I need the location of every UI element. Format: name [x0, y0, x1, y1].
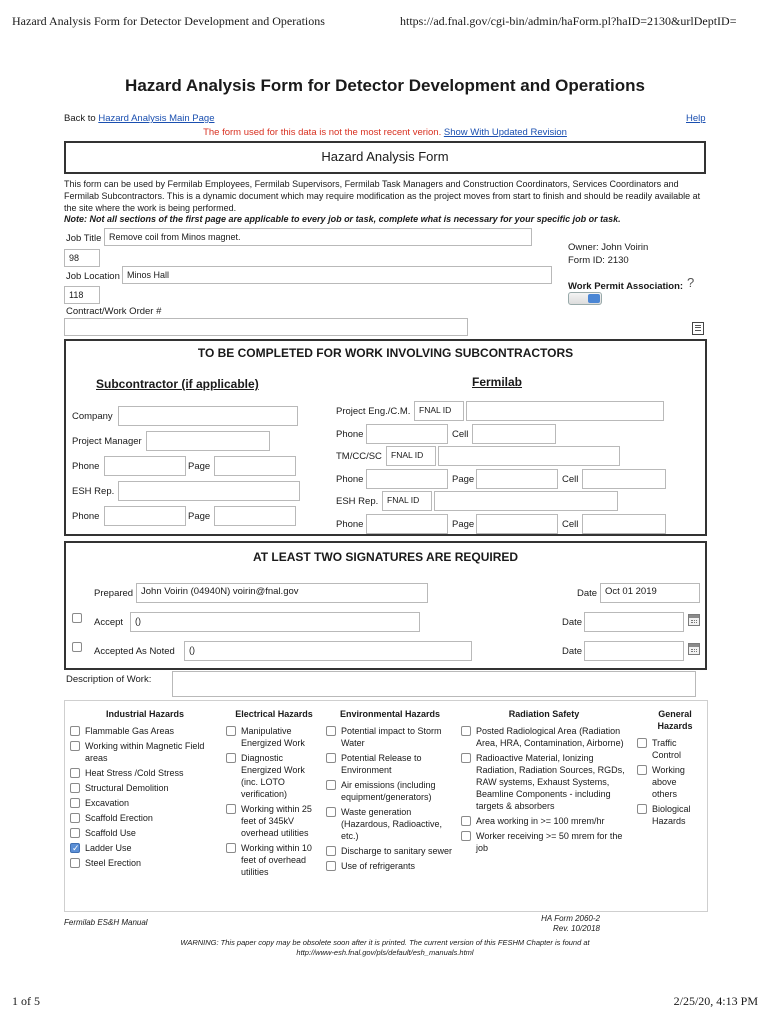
accepted-noted-calendar-icon[interactable] [688, 643, 700, 655]
tm-page-label: Page [452, 474, 475, 485]
sub-esh-rep-field[interactable] [118, 481, 300, 501]
general-list [637, 737, 703, 827]
job-title-number-field[interactable]: 98 [64, 249, 100, 267]
project-eng-fnal-id-field[interactable]: FNAL ID [414, 401, 464, 421]
hazard-item[interactable] [70, 782, 220, 794]
footer-manual: Fermilab ES&H Manual [64, 918, 148, 927]
hazard-checkbox[interactable] [70, 783, 80, 793]
footer-warning: WARNING: This paper copy may be obsolete soon after it is printed. The current version of this FESHM Chapter is found at [180, 938, 590, 947]
intro-text: This form can be used by Fermilab Employees, Fermilab Supervisors, Fermilab Task Managers and Construction Coordinators, Services Coordinators and Fermilab Subcontractors. This is a dynamic document which may require modification as the project moves from start to finish and should be readily available at the site where the work is being performed. [64, 179, 701, 213]
hazard-label: Air emissions (including equipment/generators) [341, 780, 436, 802]
footer-warning-url: http://www-esh.fnal.gov/pls/default/esh_manuals.html [296, 948, 474, 957]
hazard-label: Discharge to sanitary sewer [341, 846, 453, 856]
intro-note: Note: Not all sections of the first page are applicable to every job or task, complete what is necessary for your specific job or task. [64, 214, 621, 224]
accepted-noted-date-label: Date [562, 646, 583, 657]
hazard-checkbox[interactable] [70, 828, 80, 838]
back-prefix: Back to [64, 113, 96, 124]
hazard-item[interactable] [461, 725, 627, 749]
accept-calendar-icon[interactable] [688, 614, 700, 626]
hazard-checkbox[interactable] [226, 843, 236, 853]
hazard-item[interactable] [326, 725, 454, 749]
hazard-label: Working within 25 feet of 345kV overhead utilities [241, 804, 312, 838]
page-number: 1 of 5 [12, 994, 40, 1008]
project-eng-phone-label: Phone [336, 429, 364, 440]
sub-esh-page-label: Page [188, 511, 211, 522]
hazard-label: Use of refrigerants [341, 861, 416, 871]
hazard-checkbox[interactable] [637, 738, 647, 748]
hazard-item[interactable] [70, 740, 220, 764]
project-manager-field[interactable] [146, 431, 270, 451]
hazard-item[interactable] [637, 803, 703, 827]
accepted-noted-field[interactable]: () [184, 641, 472, 661]
accept-label: Accept [94, 617, 124, 628]
tm-cell-label: Cell [562, 474, 579, 485]
sub-esh-page-field[interactable] [214, 506, 296, 526]
fermi-esh-phone-label: Phone [336, 519, 364, 530]
job-location-label: Job Location [66, 271, 120, 282]
owner-text: Owner: John Voirin [568, 242, 649, 253]
hazard-checkbox[interactable] [70, 726, 80, 736]
hazard-item[interactable] [70, 812, 220, 824]
hazard-label: Flammable Gas Areas [85, 726, 175, 736]
sub-esh-rep-label: ESH Rep. [72, 486, 115, 497]
hazard-checkbox[interactable] [326, 780, 336, 790]
signatures-heading: AT LEAST TWO SIGNATURES ARE REQUIRED [252, 550, 519, 564]
prepared-date-field[interactable]: Oct 01 2019 [600, 583, 700, 603]
hazard-item[interactable] [70, 857, 220, 869]
document-icon[interactable] [692, 322, 704, 335]
project-eng-cell-label: Cell [452, 429, 469, 440]
hazard-item[interactable] [326, 860, 454, 872]
work-permit-label: Work Permit Association: [568, 281, 684, 292]
fermi-esh-fnal-id-field[interactable]: FNAL ID [382, 491, 432, 511]
project-eng-phone-field[interactable] [366, 424, 448, 444]
company-field[interactable] [118, 406, 298, 426]
radiation-list [461, 725, 627, 854]
electrical-hazards-title: Electrical Hazards [235, 709, 313, 719]
job-title-field[interactable]: Remove coil from Minos magnet. [104, 228, 532, 246]
job-title-label: Job Title [66, 233, 102, 244]
tm-cell-field[interactable] [582, 469, 666, 489]
hazard-checkbox[interactable] [70, 798, 80, 808]
accepted-noted-checkbox[interactable] [72, 642, 82, 652]
hazard-checkbox[interactable] [326, 861, 336, 871]
toggle-knob [588, 294, 600, 303]
accept-date-label: Date [562, 617, 583, 628]
hazard-item[interactable] [70, 842, 220, 854]
hazard-checkbox[interactable] [637, 765, 647, 775]
hazard-checkbox[interactable] [461, 726, 471, 736]
tm-label: TM/CC/SC [336, 451, 382, 462]
fermi-esh-cell-field[interactable] [582, 514, 666, 534]
general-hazards-title: General Hazards [657, 709, 693, 731]
accepted-noted-label: Accepted As Noted [94, 646, 175, 657]
hazard-item[interactable] [461, 815, 627, 827]
contract-field[interactable] [64, 318, 468, 336]
hazard-checkbox[interactable] [70, 813, 80, 823]
sub-esh-phone-field[interactable] [104, 506, 186, 526]
hazard-label: Structural Demolition [85, 783, 169, 793]
footer-form-number: HA Form 2060-2 [541, 914, 600, 923]
revision-notice-text: The form used for this data is not the most recent verion. [203, 127, 442, 138]
description-field[interactable] [172, 671, 696, 697]
company-label: Company [72, 411, 113, 422]
hazard-checkbox[interactable] [461, 816, 471, 826]
accepted-noted-date-field[interactable] [584, 641, 684, 661]
subcontractor-heading: TO BE COMPLETED FOR WORK INVOLVING SUBCONTRACTORS [197, 346, 574, 360]
form-heading-box [64, 141, 706, 174]
hazard-label: Heat Stress /Cold Stress [85, 768, 184, 778]
industrial-list [70, 725, 220, 869]
print-header-url: https://ad.fnal.gov/cgi-bin/admin/haForm.pl?haID=2130&urlDeptID= [400, 14, 737, 28]
back-nav [64, 113, 215, 124]
hazard-item[interactable] [226, 725, 322, 749]
sub-phone-label: Phone [72, 461, 100, 472]
hazard-label: Working within 10 feet of overhead utilities [241, 843, 312, 877]
sub-esh-phone-label: Phone [72, 511, 100, 522]
hazard-checkbox[interactable] [461, 753, 471, 763]
fermilab-title: Fermilab [472, 375, 523, 389]
work-permit-toggle[interactable] [568, 292, 602, 305]
hazard-checkbox[interactable] [70, 843, 80, 853]
hazard-label: Manipulative Energized Work [241, 726, 305, 748]
environmental-hazards-column [326, 708, 454, 875]
prepared-label: Prepared [94, 588, 134, 599]
hazard-checkbox[interactable] [326, 753, 336, 763]
sub-page-field[interactable] [214, 456, 296, 476]
hazard-label: Potential impact to Storm Water [341, 726, 442, 748]
environmental-list [326, 725, 454, 872]
fermi-esh-page-label: Page [452, 519, 475, 530]
industrial-hazards-title: Industrial Hazards [105, 709, 185, 719]
electrical-list [226, 725, 322, 878]
hazard-label: Scaffold Use [85, 828, 136, 838]
hazard-label: Potential Release to Environment [341, 753, 422, 775]
hazard-checkbox[interactable] [461, 831, 471, 841]
tm-phone-field[interactable] [366, 469, 448, 489]
hazard-item[interactable] [326, 806, 454, 842]
general-hazards-column [637, 708, 703, 830]
fermi-esh-cell-label: Cell [562, 519, 579, 530]
hazard-checkbox[interactable] [226, 804, 236, 814]
form-id-text: Form ID: 2130 [568, 255, 629, 266]
form-heading: Hazard Analysis Form [321, 149, 449, 164]
hazard-item[interactable] [70, 797, 220, 809]
hazard-item[interactable] [226, 803, 322, 839]
hazard-checkbox[interactable] [326, 807, 336, 817]
revision-notice [0, 127, 770, 138]
help-link[interactable]: Help [686, 113, 706, 124]
job-location-field[interactable]: Minos Hall [122, 266, 552, 284]
hazard-label: Waste generation (Hazardous, Radioactive, etc.) [341, 807, 443, 841]
hazard-item[interactable] [226, 752, 322, 800]
hazard-item[interactable] [461, 830, 627, 854]
hazard-item[interactable] [326, 845, 454, 857]
hazard-label: Steel Erection [85, 858, 142, 868]
fermi-esh-rep-label: ESH Rep. [336, 496, 379, 507]
hazard-label: Area working in >= 100 mrem/hr [476, 816, 605, 826]
tm-fnal-id-field[interactable]: FNAL ID [386, 446, 436, 466]
hazard-label: Working above others [652, 765, 685, 799]
sub-page-label: Page [188, 461, 211, 472]
industrial-hazards-column [70, 708, 220, 872]
hazard-checkbox[interactable] [226, 726, 236, 736]
print-header-title: Hazard Analysis Form for Detector Development and Operations [12, 14, 325, 28]
hazard-label: Working within Magnetic Field areas [85, 741, 205, 763]
hazard-item[interactable] [70, 767, 220, 779]
tm-phone-label: Phone [336, 474, 364, 485]
project-eng-name-field[interactable] [466, 401, 664, 421]
hazard-label: Traffic Control [652, 738, 682, 760]
radiation-safety-title: Radiation Safety [508, 709, 580, 719]
accept-field[interactable]: () [130, 612, 420, 632]
hazard-label: Scaffold Erection [85, 813, 153, 823]
hazard-item[interactable] [637, 737, 703, 761]
project-eng-cell-field[interactable] [472, 424, 556, 444]
hazard-checkbox[interactable] [326, 846, 336, 856]
hazard-label: Posted Radiological Area (Radiation Area, HRA, Contamination, Airborne) [476, 726, 624, 748]
hazard-checkbox[interactable] [326, 726, 336, 736]
project-manager-label: Project Manager [72, 436, 142, 447]
footer-revision: Rev. 10/2018 [553, 924, 600, 933]
hazard-item[interactable] [70, 827, 220, 839]
hazard-label: Diagnostic Energized Work (inc. LOTO verification) [241, 753, 305, 799]
hazard-item[interactable] [70, 725, 220, 737]
hazard-label: Biological Hazards [652, 804, 691, 826]
hazard-item[interactable] [461, 752, 627, 812]
help-icon[interactable]: ? [687, 275, 695, 290]
environmental-hazards-title: Environmental Hazards [339, 709, 441, 719]
fermi-esh-page-field[interactable] [476, 514, 558, 534]
fermi-esh-phone-field[interactable] [366, 514, 448, 534]
sub-phone-field[interactable] [104, 456, 186, 476]
hazard-item[interactable] [226, 842, 322, 878]
hazard-checkbox[interactable] [637, 804, 647, 814]
hazard-label: Radioactive Material, Ionizing Radiation, Radiation Sources, RGDs, RAW systems, Exhaust Systems, Beamline Components - including targets & absorbers [476, 753, 625, 811]
subcontractor-title: Subcontractor (if applicable) [96, 377, 259, 391]
job-location-number-field[interactable]: 118 [64, 286, 100, 304]
project-eng-label: Project Eng./C.M. [336, 406, 411, 417]
radiation-safety-column [461, 708, 627, 857]
hazard-label: Ladder Use [85, 843, 132, 853]
hazard-item[interactable] [326, 779, 454, 803]
hazard-checkbox[interactable] [70, 741, 80, 751]
hazard-checkbox[interactable] [226, 753, 236, 763]
prepared-field[interactable]: John Voirin (04940N) voirin@fnal.gov [136, 583, 428, 603]
page-title: Hazard Analysis Form for Detector Development and Operations [125, 76, 645, 95]
electrical-hazards-column [226, 708, 322, 881]
fermi-esh-name-field[interactable] [434, 491, 618, 511]
contract-label: Contract/Work Order # [66, 306, 162, 317]
tm-name-field[interactable] [438, 446, 620, 466]
hazard-checkbox[interactable] [70, 768, 80, 778]
tm-page-field[interactable] [476, 469, 558, 489]
accept-date-field[interactable] [584, 612, 684, 632]
hazard-item[interactable] [326, 752, 454, 776]
description-label: Description of Work: [66, 674, 152, 685]
hazard-label: Worker receiving >= 50 mrem for the job [476, 831, 623, 853]
hazard-label: Excavation [85, 798, 130, 808]
print-date: 2/25/20, 4:13 PM [673, 994, 758, 1008]
hazard-checkbox[interactable] [70, 858, 80, 868]
updated-revision-link[interactable]: Show With Updated Revision [443, 127, 567, 138]
hazard-item[interactable] [637, 764, 703, 800]
accept-checkbox[interactable] [72, 613, 82, 623]
main-page-link[interactable]: Hazard Analysis Main Page [98, 113, 215, 124]
prepared-date-label: Date [577, 588, 598, 599]
